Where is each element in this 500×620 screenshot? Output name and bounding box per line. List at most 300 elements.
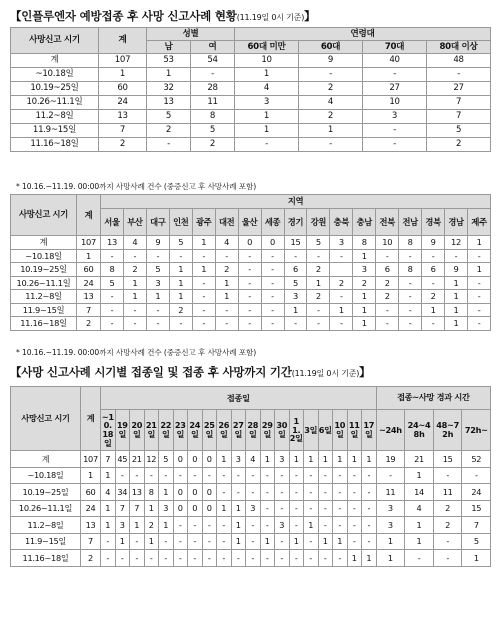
t3-header-elapsed-1-label: 24~48h: [407, 420, 431, 439]
table-cell: -: [347, 500, 362, 517]
table-cell: 1: [231, 517, 246, 534]
table-cell: 13: [99, 110, 147, 124]
row-label: 11.16~18일: [11, 550, 81, 567]
t2-header-region-0-label: 서울: [104, 216, 120, 227]
table-cell: 1: [115, 533, 130, 550]
row-label: 계: [11, 236, 77, 250]
t3-header-date-13-label: 11.2일: [289, 416, 303, 444]
table-cell: -: [169, 249, 192, 263]
table-cell: -: [217, 517, 232, 534]
table-cell: -: [376, 317, 399, 331]
table-cell: -: [261, 290, 284, 304]
t3-header-date-15: [318, 410, 333, 451]
table-cell: -: [231, 484, 246, 501]
t3-header-total: 계: [81, 387, 101, 451]
t2-header-region-8: [284, 209, 307, 236]
table-cell: -: [202, 517, 217, 534]
t2-header-region: 지역: [101, 195, 491, 209]
table-row: [11, 290, 491, 304]
t2-header-region-11: [353, 209, 376, 236]
table-cell: -: [304, 484, 319, 501]
t2-header-region-5-label: 대전: [218, 216, 235, 227]
t1-header-period: 사망신고 시기: [11, 28, 99, 54]
table-cell: -: [363, 124, 427, 138]
table-cell: -: [468, 290, 491, 304]
table-row: [11, 517, 491, 534]
table-cell: -: [146, 303, 169, 317]
table-cell: 1: [147, 68, 191, 82]
table-cell: 1: [215, 290, 238, 304]
table-cell: 5: [101, 276, 124, 290]
table-cell: 5: [159, 451, 174, 468]
table-cell: 1: [445, 276, 468, 290]
table-cell: 1: [217, 500, 232, 517]
table-cell: 4: [215, 236, 238, 250]
t3-header-date-12-label: 30일: [276, 420, 288, 439]
table-cell: 1: [353, 290, 376, 304]
table-cell: -: [275, 550, 290, 567]
t3-header-date-16: [333, 410, 348, 451]
table-cell: 4: [123, 236, 146, 250]
table-cell: -: [284, 249, 307, 263]
table-cell: 1: [353, 249, 376, 263]
table-cell: -: [362, 467, 377, 484]
table-cell: -: [318, 500, 333, 517]
table-cell: 1: [353, 303, 376, 317]
t3-header-date-4: [159, 410, 174, 451]
t3-header-date-5-label: 23일: [174, 420, 186, 439]
table-cell: 1: [101, 467, 116, 484]
table-cell: 53: [147, 54, 191, 68]
table-cell: 1: [304, 517, 319, 534]
table-cell: 15: [284, 236, 307, 250]
t2-header-region-7: [261, 209, 284, 236]
table-cell: -: [217, 550, 232, 567]
table-cell: 2: [422, 290, 445, 304]
row-label: ~10.18일: [11, 467, 81, 484]
table-cell: -: [130, 550, 145, 567]
table-row: [11, 68, 491, 82]
t2-header-region-2: [146, 209, 169, 236]
table-cell: 5: [427, 124, 491, 138]
table-cell: -: [144, 550, 159, 567]
t2-header-region-6: [238, 209, 261, 236]
t3-header-date-1-label: 19일: [116, 420, 128, 439]
t2-header-region-3: [169, 209, 192, 236]
table-cell: 2: [215, 263, 238, 277]
table-cell: 107: [77, 236, 101, 250]
table-cell: 14: [405, 484, 434, 501]
table-cell: 2: [191, 138, 235, 152]
table-cell: 5: [147, 110, 191, 124]
table-cell: -: [399, 290, 422, 304]
t3-header-date-6-label: 24일: [189, 420, 201, 439]
table-cell: 2: [330, 276, 353, 290]
row-label: ~10.18일: [11, 249, 77, 263]
t1-header-female: 여: [191, 41, 235, 54]
table-cell: 8: [399, 236, 422, 250]
table-cell: -: [289, 500, 304, 517]
table-cell: 1: [347, 451, 362, 468]
t1-header-total: 계: [99, 28, 147, 54]
table-cell: -: [101, 550, 116, 567]
table-cell: 6: [376, 263, 399, 277]
table-cell: 6: [422, 263, 445, 277]
table-cell: -: [260, 500, 275, 517]
table-cell: 0: [202, 500, 217, 517]
table-cell: -: [188, 467, 203, 484]
table-cell: 3: [146, 276, 169, 290]
table-cell: 1: [422, 303, 445, 317]
t3-header-date-14: [304, 410, 319, 451]
table-cell: -: [202, 467, 217, 484]
t3-header-date-3-label: 21일: [145, 420, 157, 439]
table-cell: -: [261, 263, 284, 277]
table-cell: 21: [405, 451, 434, 468]
table-cell: 1: [353, 317, 376, 331]
t3-header-date-9-label: 27일: [232, 420, 244, 439]
table-cell: -: [376, 303, 399, 317]
table-cell: 24: [99, 96, 147, 110]
t2-header-region-12: [376, 209, 399, 236]
table-cell: 9: [445, 263, 468, 277]
table-cell: 3: [246, 500, 261, 517]
t3-header-vacc-date: 접종일: [101, 387, 377, 410]
table-cell: 1: [376, 550, 405, 567]
table-cell: 13: [77, 290, 101, 304]
row-label: ~10.18일: [11, 68, 99, 82]
table-cell: 3: [353, 263, 376, 277]
table-cell: 0: [173, 500, 188, 517]
table-cell: 3: [376, 517, 405, 534]
table-cell: 5: [191, 124, 235, 138]
table-cell: 1: [289, 533, 304, 550]
t3-header-date-8: [217, 410, 232, 451]
table-cell: -: [159, 550, 174, 567]
table-cell: -: [231, 467, 246, 484]
table-cell: 0: [188, 500, 203, 517]
t2-header-region-9-label: 강원: [310, 216, 327, 227]
table-cell: 1: [405, 467, 434, 484]
table-cell: 60: [77, 263, 101, 277]
table-cell: 1: [159, 517, 174, 534]
table-cell: 4: [235, 82, 299, 96]
row-label: 11.16~18일: [11, 138, 99, 152]
table-cell: -: [433, 550, 462, 567]
table-cell: 1: [347, 550, 362, 567]
table-row: [11, 303, 491, 317]
table-cell: 7: [130, 500, 145, 517]
table-cell: 1: [77, 249, 101, 263]
table-cell: 2: [147, 124, 191, 138]
table-cell: 11: [191, 96, 235, 110]
table-cell: 1: [462, 550, 491, 567]
table-cell: -: [261, 317, 284, 331]
table-cell: -: [362, 484, 377, 501]
table-cell: -: [304, 500, 319, 517]
section1-title-sub: (11.19일 0시 기준): [236, 13, 305, 22]
table-cell: 34: [115, 484, 130, 501]
table-cell: 27: [427, 82, 491, 96]
table-cell: -: [376, 249, 399, 263]
table-cell: -: [445, 249, 468, 263]
table-cell: 1: [445, 290, 468, 304]
table-cell: 107: [81, 451, 101, 468]
t3-header-date-17-label: 11일: [348, 420, 360, 439]
table-cell: 0: [202, 484, 217, 501]
row-label: 10.19~25일: [11, 484, 81, 501]
table-cell: 9: [422, 236, 445, 250]
table-cell: -: [173, 517, 188, 534]
table-cell: 1: [144, 533, 159, 550]
table-cell: -: [188, 533, 203, 550]
t2-header-region-9: [307, 209, 330, 236]
table-cell: 28: [191, 82, 235, 96]
table-cell: -: [330, 249, 353, 263]
table-cell: 1: [362, 451, 377, 468]
table-cell: 1: [235, 110, 299, 124]
table-cell: -: [307, 303, 330, 317]
t3-header-date-1: [115, 410, 130, 451]
table-cell: 3: [275, 451, 290, 468]
table-cell: 45: [115, 451, 130, 468]
table-cell: -: [318, 517, 333, 534]
table-cell: -: [261, 303, 284, 317]
t3-header-elapsed-2: [433, 410, 462, 451]
table-cell: -: [188, 550, 203, 567]
table-cell: -: [362, 533, 377, 550]
table-cell: -: [318, 484, 333, 501]
t2-header-region-10: [330, 209, 353, 236]
table-cell: -: [261, 276, 284, 290]
table-cell: -: [146, 249, 169, 263]
table-cell: -: [289, 517, 304, 534]
row-label: 11.2~8일: [11, 290, 77, 304]
table-cell: 5: [169, 236, 192, 250]
table-cell: -: [246, 467, 261, 484]
table-row: [11, 533, 491, 550]
table-cell: -: [405, 550, 434, 567]
table-cell: -: [307, 317, 330, 331]
table-cell: 2: [427, 138, 491, 152]
note1: * 10.16.~11.19. 00:00까지 사망사례 건수 (중증신고 후 사망사례 포함): [16, 182, 257, 191]
t1-header-male: 남: [147, 41, 191, 54]
table-cell: 3: [330, 236, 353, 250]
table-cell: [330, 263, 353, 277]
table-cell: -: [215, 303, 238, 317]
t3-header-date-7-label: 25일: [203, 420, 215, 439]
table-cell: 1: [318, 533, 333, 550]
table-cell: -: [123, 249, 146, 263]
table-cell: 1: [101, 500, 116, 517]
t3-header-date-3: [144, 410, 159, 451]
t3-header-date-16-label: 10일: [334, 420, 346, 439]
t3-header-date-2-label: 20일: [131, 420, 143, 439]
table-cell: -: [202, 533, 217, 550]
table-cell: 5: [146, 263, 169, 277]
table-cell: 0: [188, 451, 203, 468]
table-cell: 1: [445, 317, 468, 331]
table-cell: 1: [99, 68, 147, 82]
table-cell: -: [347, 484, 362, 501]
t2-header-region-14: [422, 209, 445, 236]
table-cell: -: [333, 467, 348, 484]
t2-header-period: 사망신고 시기: [11, 195, 77, 236]
table-cell: 5: [284, 276, 307, 290]
t2-header-region-11-label: 충남: [356, 216, 372, 227]
t3-header-elapsed-1: [405, 410, 434, 451]
t3-body: [11, 451, 491, 567]
table-cell: 24: [77, 276, 101, 290]
table-cell: 3: [275, 517, 290, 534]
table-cell: -: [330, 290, 353, 304]
t2-header-region-15-label: 경남: [448, 216, 464, 227]
table-cell: 2: [376, 290, 399, 304]
table-cell: -: [246, 533, 261, 550]
t1-header-age-under60: 60대 미만: [235, 41, 299, 54]
table-cell: -: [238, 276, 261, 290]
table-cell: -: [147, 138, 191, 152]
table-cell: 40: [363, 54, 427, 68]
table-cell: -: [115, 550, 130, 567]
table-cell: -: [330, 317, 353, 331]
table-cell: -: [299, 68, 363, 82]
vaccination-date-table: [10, 386, 491, 567]
table-cell: -: [238, 303, 261, 317]
table-cell: -: [347, 517, 362, 534]
table-cell: 54: [191, 54, 235, 68]
table-cell: 3: [115, 517, 130, 534]
table-row: [11, 96, 491, 110]
table-cell: -: [433, 533, 462, 550]
table-cell: -: [275, 467, 290, 484]
t2-header-region-7-label: 세종: [264, 216, 281, 227]
table-cell: -: [304, 533, 319, 550]
t2-header-region-4-label: 광주: [196, 216, 212, 227]
table-cell: 1: [123, 290, 146, 304]
table-cell: -: [144, 467, 159, 484]
table-cell: 15: [462, 500, 491, 517]
table-cell: 2: [77, 317, 101, 331]
table-cell: 7: [462, 517, 491, 534]
table-cell: -: [159, 467, 174, 484]
table-cell: 52: [462, 451, 491, 468]
table-cell: -: [363, 68, 427, 82]
table-cell: 1: [260, 451, 275, 468]
table-cell: -: [123, 317, 146, 331]
table-cell: 27: [363, 82, 427, 96]
table-cell: -: [289, 467, 304, 484]
table-cell: -: [422, 317, 445, 331]
table-cell: 1: [289, 451, 304, 468]
t2-header-region-6-label: 울산: [241, 216, 258, 227]
table-cell: -: [235, 138, 299, 152]
t2-body: [11, 236, 491, 331]
t3-header-elapsed: 접종~사망 경과 시간: [376, 387, 491, 410]
table-cell: 1: [318, 451, 333, 468]
table-cell: 5: [307, 236, 330, 250]
table-cell: -: [468, 317, 491, 331]
table-cell: -: [101, 249, 124, 263]
table-cell: 1: [260, 533, 275, 550]
table-cell: -: [422, 249, 445, 263]
table-cell: 32: [147, 82, 191, 96]
table-cell: -: [101, 303, 124, 317]
table-cell: -: [101, 317, 124, 331]
table-cell: -: [318, 467, 333, 484]
table-cell: 2: [169, 303, 192, 317]
region-table: [10, 194, 491, 331]
table-cell: -: [192, 303, 215, 317]
table-cell: 7: [427, 110, 491, 124]
section3-title-sub: (11.19일 0시 기준): [291, 369, 360, 378]
table-cell: 1: [169, 290, 192, 304]
table-cell: 4: [101, 484, 116, 501]
table-cell: 60: [81, 484, 101, 501]
table-cell: 24: [462, 484, 491, 501]
table-cell: 2: [376, 276, 399, 290]
t2-header-region-4: [192, 209, 215, 236]
table-cell: 19: [376, 451, 405, 468]
table-cell: -: [260, 484, 275, 501]
t3-header-date-12: [275, 410, 290, 451]
row-label: 11.16~18일: [11, 317, 77, 331]
t3-header-date-10-label: 28일: [247, 420, 259, 439]
table-cell: 1: [468, 263, 491, 277]
t3-header-elapsed-0: [376, 410, 405, 451]
table-cell: 1: [333, 451, 348, 468]
table-cell: -: [362, 517, 377, 534]
table-cell: 10: [235, 54, 299, 68]
table-cell: 6: [284, 263, 307, 277]
table-cell: 1: [146, 290, 169, 304]
t2-header-total: 계: [77, 195, 101, 236]
table-cell: 11: [376, 484, 405, 501]
t1-header-age-70s: 70대: [363, 41, 427, 54]
table-cell: -: [468, 276, 491, 290]
t3-header-date-4-label: 22일: [160, 420, 172, 439]
row-label: 10.19~25일: [11, 263, 77, 277]
t2-header-region-10-label: 충북: [333, 216, 350, 227]
t3-header-date-11: [260, 410, 275, 451]
t2-header-region-1: [123, 209, 146, 236]
t1-header-age: 연령대: [235, 28, 491, 41]
table-cell: 7: [101, 451, 116, 468]
row-label: 계: [11, 451, 81, 468]
table-cell: -: [333, 484, 348, 501]
table-cell: 13: [81, 517, 101, 534]
note2: * 10.16.~11.19. 00:00까지 사망사례 건수 (중증신고 후 사망사례 포함): [16, 348, 257, 357]
table-cell: 7: [81, 533, 101, 550]
table-cell: 2: [99, 138, 147, 152]
table-cell: 10: [376, 236, 399, 250]
table-row: [11, 110, 491, 124]
t3-header-date-13: [289, 410, 304, 451]
row-label: 11.2~8일: [11, 517, 81, 534]
t3-header-date-8-label: 26일: [218, 420, 230, 439]
table-row: [11, 317, 491, 331]
table-cell: 1: [169, 276, 192, 290]
table-cell: -: [261, 249, 284, 263]
t3-header-date-18: [362, 410, 377, 451]
table-cell: -: [246, 484, 261, 501]
row-label: 10.19~25일: [11, 82, 99, 96]
table-cell: -: [215, 317, 238, 331]
table-cell: 48: [427, 54, 491, 68]
table-cell: 1: [231, 500, 246, 517]
table-cell: 1: [217, 451, 232, 468]
table-cell: 1: [284, 303, 307, 317]
